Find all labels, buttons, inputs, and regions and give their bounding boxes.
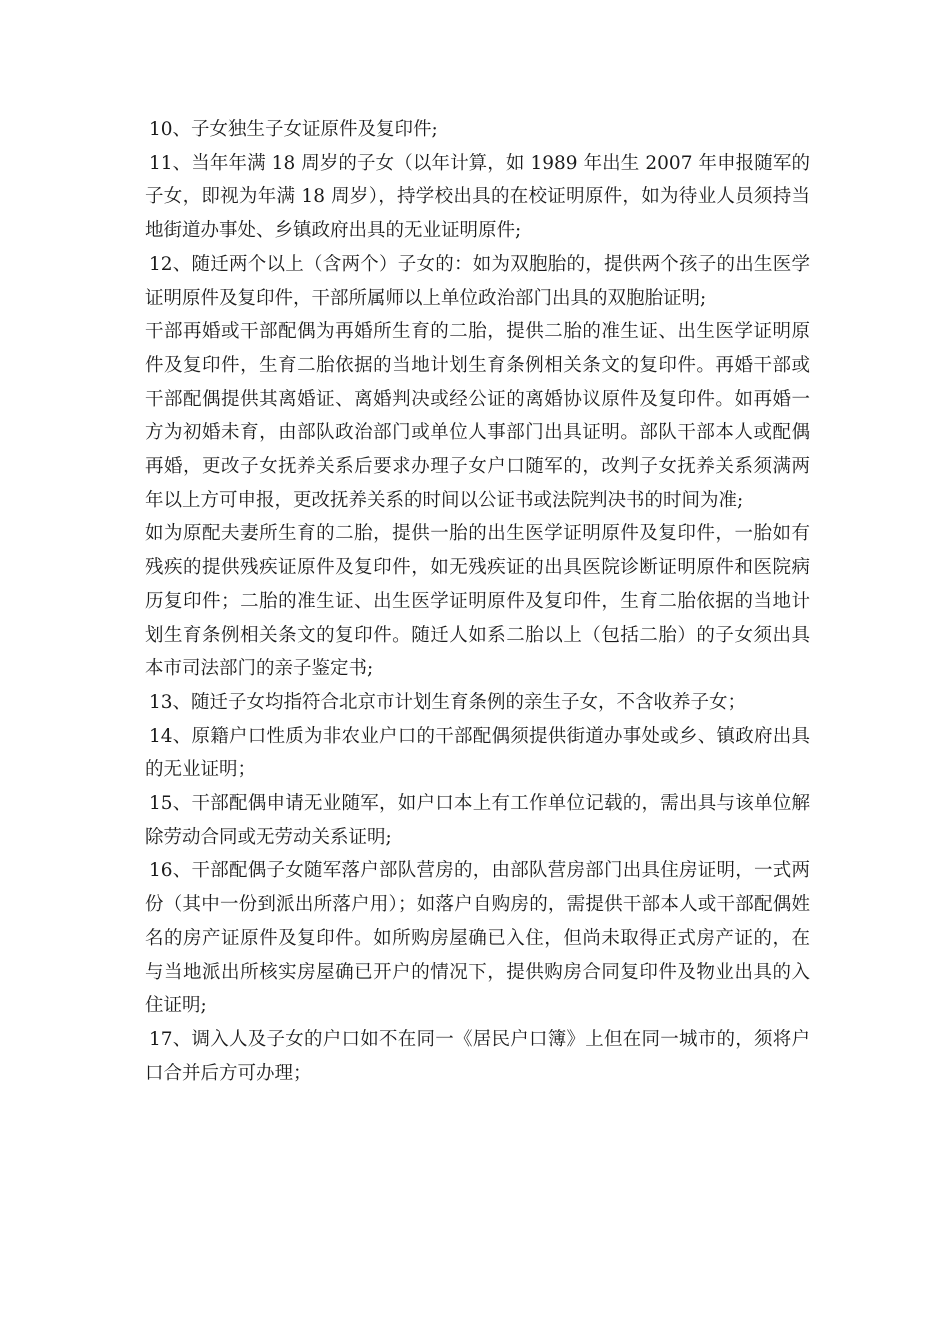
paragraph-item-10: 10、子女独生子女证原件及复印件; bbox=[149, 119, 438, 140]
paragraph-item-12: 12、随迁两个以上（含两个）子女的：如为双胞胎的，提供两个孩子的出生医学证明原件及复印件，干部所属师以上单位政治部门出具的双胞胎证明; bbox=[145, 253, 810, 309]
paragraph-item-16: 16、干部配偶子女随军落户部队营房的，由部队营房部门出具住房证明，一式两份（其中一份到派出所落户用）；如落户自购房的，需提供干部本人或干部配偶姓名的房产证原件及复印件。如所购房屋确已入住，但尚未取得正式房产证的，在与当地派出所核实房屋确已开户的情况下，提供购房合同复印件及物业出具的入住证明; bbox=[145, 860, 810, 1017]
paragraph-item-17: 17、调入人及子女的户口如不在同一《居民户口簿》上但在同一城市的，须将户口合并后方可办理； bbox=[145, 1028, 810, 1084]
document-body bbox=[145, 113, 810, 1090]
paragraph-item-13: 13、随迁子女均指符合北京市计划生育条例的亲生子女，不含收养子女； bbox=[149, 691, 747, 713]
paragraph-item-11: 11、当年年满 18 周岁的子女（以年计算，如 1989 年出生 2007 年申报随军的子女，即视为年满 18 周岁），持学校出具的在校证明原件，如为待业人员须持当地街道办事处、乡镇政府出具的无业证明原件; bbox=[145, 152, 810, 242]
paragraph-item-14: 14、原籍户口性质为非农业户口的干部配偶须提供街道办事处或乡、镇政府出具的无业证明； bbox=[145, 725, 810, 781]
paragraph-item-15: 15、干部配偶申请无业随军，如户口本上有工作单位记载的，需出具与该单位解除劳动合同或无劳动关系证明; bbox=[145, 793, 810, 848]
paragraph-remarriage-second-child: 干部再婚或干部配偶为再婚所生育的二胎，提供二胎的准生证、出生医学证明原件及复印件，生育二胎依据的当地计划生育条例相关条文的复印件。再婚干部或干部配偶提供其离婚证、离婚判决或经公证的离婚协议原件及复印件。如再婚一方为初婚未育，由部队政治部门或单位人事部门出具证明。部队干部本人或配偶再婚，更改子女抚养关系后要求办理子女户口随军的，改判子女抚养关系须满两年以上方可申报，更改抚养关系的时间以公证书或法院判决书的时间为准; bbox=[145, 321, 810, 511]
paragraph-original-couple-second-child: 如为原配夫妻所生育的二胎，提供一胎的出生医学证明原件及复印件，一胎如有残疾的提供残疾证原件及复印件，如无残疾证的出具医院诊断证明原件和医院病历复印件；二胎的准生证、出生医学证明原件及复印件，生育二胎依据的当地计划生育条例相关条文的复印件。随迁人如系二胎以上（包括二胎）的子女须出具本市司法部门的亲子鉴定书; bbox=[145, 523, 810, 680]
